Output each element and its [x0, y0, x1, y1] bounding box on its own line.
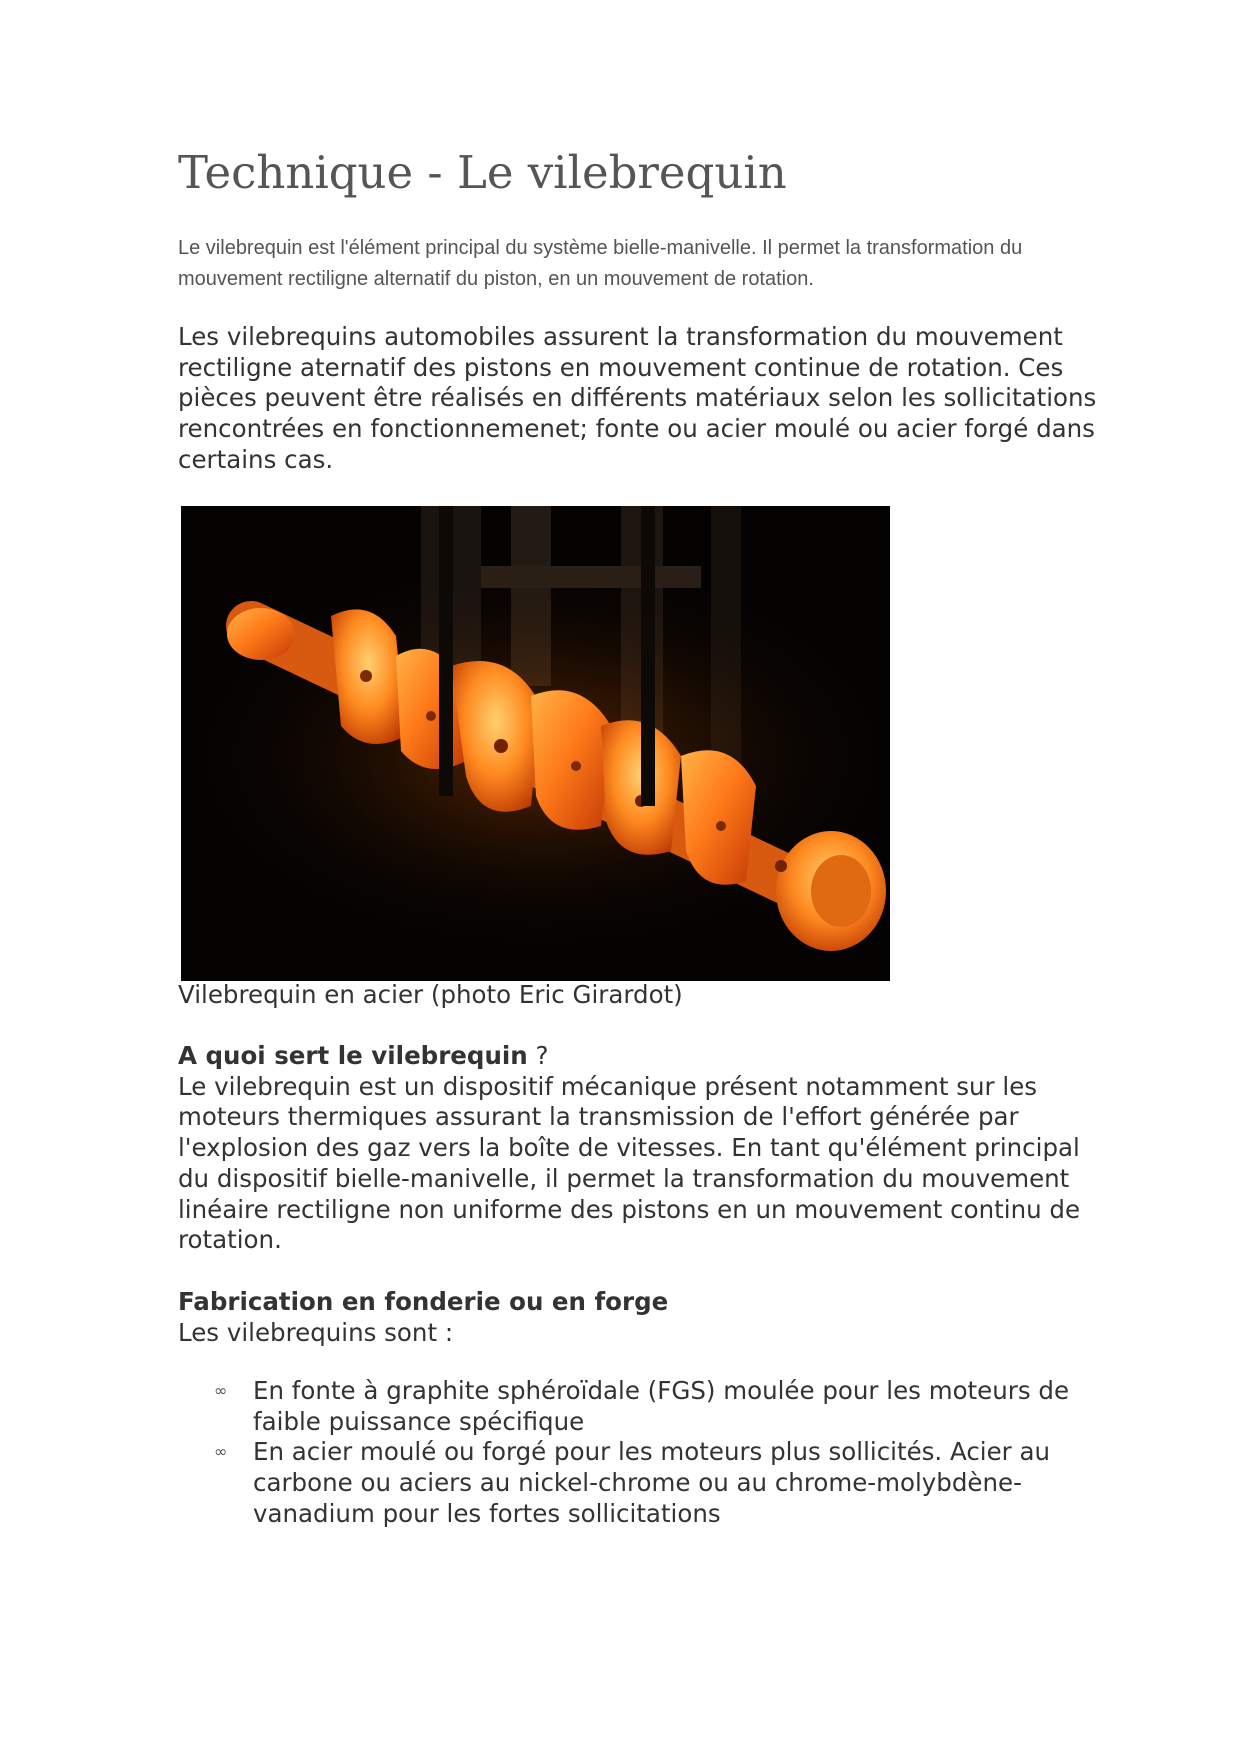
intro-paragraph: Le vilebrequin est l'élément principal du système bielle-manivelle. Il permet la transformation du mouvement rectiligne alternatif du piston, en un mouvement de rotation.	[178, 237, 1023, 290]
infinity-bullet-icon: ∞	[214, 1381, 228, 1400]
page-title: Technique - Le vilebrequin	[178, 146, 787, 199]
list-item-text: En acier moulé ou forgé pour les moteurs plus sollicités. Acier au carbone ou aciers au nickel-chrome ou au chrome-molybdène-vanadium pour les fortes sollicitations	[253, 1437, 1051, 1528]
section-manufacturing	[178, 1287, 1098, 1348]
infinity-bullet-icon: ∞	[214, 1442, 228, 1462]
section-manufacturing-text: Les vilebrequins sont :	[178, 1317, 454, 1347]
section-purpose-heading-line	[178, 1041, 1098, 1072]
photo-caption: Vilebrequin en acier (photo Eric Girardot)	[178, 980, 683, 1009]
list-item	[178, 1437, 1078, 1529]
glowing-crankshaft-image	[181, 506, 890, 981]
list-item	[178, 1376, 1078, 1437]
crankshaft-photo	[181, 506, 890, 981]
list-item-text: En fonte à graphite sphéroïdale (FGS) moulée pour les moteurs de faible puissance spécifique	[253, 1376, 1070, 1436]
paragraph-crankshaft-overview: Les vilebrequins automobiles assurent la transformation du mouvement rectiligne aternatif des pistons en mouvement continue de rotation. Ces pièces peuvent être réalisés en différents matériaux selon les sollicitations rencontrées en fonctionnemenet; fonte ou acier moulé ou acier forgé dans certains cas.	[178, 322, 1097, 474]
section-purpose-heading: A quoi sert le vilebrequin	[178, 1041, 528, 1070]
section-manufacturing-heading: Fabrication en fonderie ou en forge	[178, 1287, 669, 1316]
section-purpose-text: Le vilebrequin est un dispositif mécanique présent notamment sur les moteurs thermiques assurant la transmission de l'effort générée par l'explosion des gaz vers la boîte de vitesses. En tant qu'élément principal du dispositif bielle-manivelle, il permet la transformation du mouvement linéaire rectiligne non uniforme des pistons en un mouvement continu de rotation.	[178, 1071, 1081, 1255]
materials-list	[178, 1376, 1078, 1530]
section-purpose	[178, 1041, 1098, 1256]
section-purpose-heading-suffix: ?	[527, 1041, 549, 1070]
